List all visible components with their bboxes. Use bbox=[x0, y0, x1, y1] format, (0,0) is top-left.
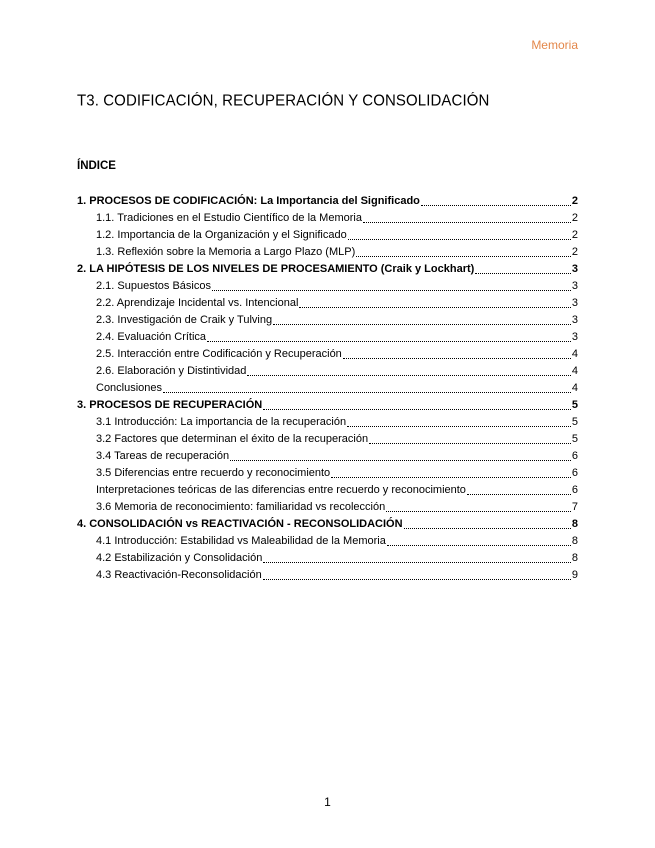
toc-dot-leader bbox=[356, 256, 571, 257]
toc-entry-page: 8 bbox=[571, 535, 578, 547]
index-heading: ÍNDICE bbox=[77, 160, 116, 172]
toc-dot-leader bbox=[247, 375, 570, 376]
toc-entry[interactable] bbox=[77, 363, 578, 380]
toc-entry[interactable] bbox=[77, 295, 578, 312]
toc-dot-leader bbox=[386, 511, 571, 512]
toc-entry-page: 3 bbox=[571, 263, 578, 275]
running-header: Memoria bbox=[531, 38, 578, 52]
toc-dot-leader bbox=[230, 460, 571, 461]
toc-entry-label: 2.6. Elaboración y Distintividad bbox=[96, 365, 247, 377]
toc-entry-label: 4.1 Introducción: Estabilidad vs Maleabilidad de la Memoria bbox=[96, 535, 386, 547]
toc-entry-page: 9 bbox=[571, 569, 578, 581]
toc-entry[interactable] bbox=[77, 346, 578, 363]
toc-entry-page: 2 bbox=[571, 195, 578, 207]
toc-entry-label: 4.3 Reactivación-Reconsolidación bbox=[96, 569, 262, 581]
toc-entry[interactable] bbox=[77, 278, 578, 295]
toc-entry[interactable] bbox=[77, 227, 578, 244]
toc-entry[interactable] bbox=[77, 533, 578, 550]
toc-entry-page: 6 bbox=[571, 484, 578, 496]
toc-dot-leader bbox=[212, 290, 571, 291]
toc-entry-page: 5 bbox=[571, 416, 578, 428]
toc-entry-page: 3 bbox=[571, 280, 578, 292]
toc-dot-leader bbox=[263, 562, 571, 563]
toc-entry-label: 3.2 Factores que determinan el éxito de la recuperación bbox=[96, 433, 369, 445]
toc-entry-label: 1.3. Reflexión sobre la Memoria a Largo Plazo (MLP) bbox=[96, 246, 356, 258]
toc-entry[interactable] bbox=[77, 193, 578, 210]
toc-entry[interactable] bbox=[77, 516, 578, 533]
toc-entry-page: 6 bbox=[571, 467, 578, 479]
toc-entry-page: 5 bbox=[571, 433, 578, 445]
toc-entry-page: 5 bbox=[571, 399, 578, 411]
toc-dot-leader bbox=[343, 358, 571, 359]
toc-dot-leader bbox=[347, 426, 571, 427]
toc-entry-page: 2 bbox=[571, 246, 578, 258]
toc-dot-leader bbox=[467, 494, 571, 495]
toc-dot-leader bbox=[404, 528, 571, 529]
toc-entry-label: 4. CONSOLIDACIÓN vs REACTIVACIÓN - RECONSOLIDACIÓN bbox=[77, 518, 403, 530]
toc-entry[interactable] bbox=[77, 448, 578, 465]
toc-entry-label: 2.4. Evaluación Crítica bbox=[96, 331, 207, 343]
toc-entry-page: 2 bbox=[571, 212, 578, 224]
toc-entry[interactable] bbox=[77, 567, 578, 584]
toc-entry-label: 3.1 Introducción: La importancia de la recuperación bbox=[96, 416, 347, 428]
toc-entry[interactable] bbox=[77, 482, 578, 499]
table-of-contents bbox=[77, 193, 578, 584]
document-title: T3. CODIFICACIÓN, RECUPERACIÓN Y CONSOLIDACIÓN bbox=[77, 92, 490, 110]
toc-entry-page: 3 bbox=[571, 314, 578, 326]
toc-entry[interactable] bbox=[77, 465, 578, 482]
toc-entry-label: 3.6 Memoria de reconocimiento: familiaridad vs recolección bbox=[96, 501, 386, 513]
toc-dot-leader bbox=[348, 239, 571, 240]
toc-entry-page: 4 bbox=[571, 348, 578, 360]
toc-entry[interactable] bbox=[77, 312, 578, 329]
toc-entry-label: 1.1. Tradiciones en el Estudio Científico de la Memoria bbox=[96, 212, 362, 224]
toc-dot-leader bbox=[299, 307, 570, 308]
toc-entry[interactable] bbox=[77, 261, 578, 278]
toc-entry-label: 2. LA HIPÓTESIS DE LOS NIVELES DE PROCESAMIENTO (Craik y Lockhart) bbox=[77, 263, 475, 275]
toc-entry-label: 4.2 Estabilización y Consolidación bbox=[96, 552, 263, 564]
toc-entry-page: 4 bbox=[571, 382, 578, 394]
toc-dot-leader bbox=[263, 409, 571, 410]
toc-entry[interactable] bbox=[77, 210, 578, 227]
toc-dot-leader bbox=[273, 324, 571, 325]
toc-dot-leader bbox=[369, 443, 571, 444]
toc-dot-leader bbox=[163, 392, 571, 393]
toc-entry-page: 2 bbox=[571, 229, 578, 241]
toc-entry-page: 8 bbox=[571, 518, 578, 530]
toc-entry-page: 6 bbox=[571, 450, 578, 462]
toc-entry-label: 2.2. Aprendizaje Incidental vs. Intencional bbox=[96, 297, 299, 309]
toc-entry-page: 3 bbox=[571, 331, 578, 343]
toc-dot-leader bbox=[363, 222, 571, 223]
toc-entry[interactable] bbox=[77, 414, 578, 431]
page-number: 1 bbox=[324, 795, 331, 809]
toc-entry-label: 1.2. Importancia de la Organización y el Significado bbox=[96, 229, 347, 241]
toc-entry-label: 3.4 Tareas de recuperación bbox=[96, 450, 230, 462]
toc-entry-label: 3.5 Diferencias entre recuerdo y reconocimiento bbox=[96, 467, 331, 479]
toc-dot-leader bbox=[475, 273, 571, 274]
toc-entry-label: Conclusiones bbox=[96, 382, 163, 394]
toc-entry-page: 4 bbox=[571, 365, 578, 377]
toc-entry[interactable] bbox=[77, 329, 578, 346]
toc-dot-leader bbox=[331, 477, 571, 478]
toc-entry-label: 1. PROCESOS DE CODIFICACIÓN: La Importancia del Significado bbox=[77, 195, 420, 207]
toc-dot-leader bbox=[387, 545, 571, 546]
toc-entry-page: 3 bbox=[571, 297, 578, 309]
toc-entry-page: 8 bbox=[571, 552, 578, 564]
toc-entry-label: 2.1. Supuestos Básicos bbox=[96, 280, 211, 292]
toc-dot-leader bbox=[207, 341, 571, 342]
toc-dot-leader bbox=[421, 205, 571, 206]
toc-entry-label: Interpretaciones teóricas de las diferencias entre recuerdo y reconocimiento bbox=[96, 484, 466, 496]
toc-entry[interactable] bbox=[77, 499, 578, 516]
toc-entry-page: 7 bbox=[571, 501, 578, 513]
toc-entry-label: 3. PROCESOS DE RECUPERACIÓN bbox=[77, 399, 263, 411]
toc-entry[interactable] bbox=[77, 244, 578, 261]
toc-entry[interactable] bbox=[77, 431, 578, 448]
toc-entry-label: 2.3. Investigación de Craik y Tulving bbox=[96, 314, 273, 326]
toc-dot-leader bbox=[263, 579, 571, 580]
toc-entry[interactable] bbox=[77, 397, 578, 414]
toc-entry-label: 2.5. Interacción entre Codificación y Recuperación bbox=[96, 348, 342, 360]
toc-entry[interactable] bbox=[77, 550, 578, 567]
toc-entry[interactable] bbox=[77, 380, 578, 397]
